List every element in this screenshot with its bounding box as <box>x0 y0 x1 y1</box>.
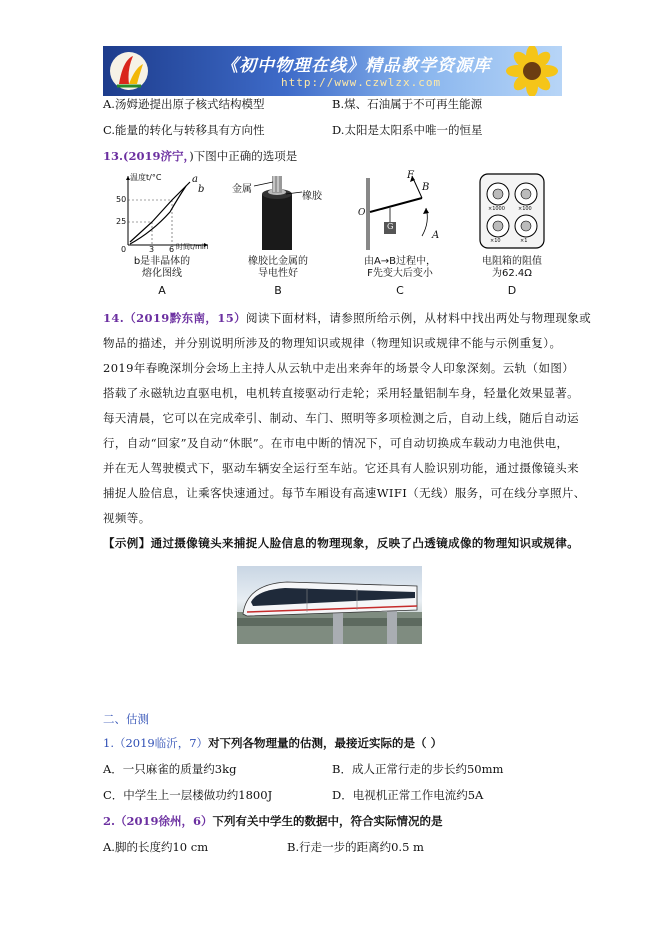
q12-option-c: C.能量的转化与转移具有方向性 <box>103 123 265 137</box>
q14-line-8: 视频等。 <box>103 511 151 525</box>
graph-tick-25: 25 <box>116 217 127 226</box>
label-g: G <box>387 222 394 231</box>
q1-option-a: A．一只麻雀的质量约3kg <box>103 762 237 776</box>
figure-a-caption-2: 熔化图线 <box>142 268 182 279</box>
q13-stem: )下图中正确的选项是 <box>189 149 298 163</box>
graph-xlabel: 时间t/min <box>176 243 209 251</box>
figure-c-letter: C <box>396 284 404 297</box>
label-o: O <box>358 208 366 218</box>
q2-source: 2.（2019徐州，6） <box>103 814 213 828</box>
q14-example-text: 通过摄像镜头来捕捉人脸信息的物理现象，反映了凸透镜成像的物理知识或规律。 <box>150 536 580 550</box>
q14-line-2: 2019年春晚深圳分会场上主持人从云轨中走出来奔年的场景令人印象深刻。云轨（如图） <box>103 361 575 375</box>
q14-line-1: 物品的描述，并分别说明所涉及的物理知识或规律（物理知识或规律不能与示例重复）。 <box>103 336 562 350</box>
logo-icon <box>109 50 149 92</box>
label-metal: 金属 <box>232 184 252 195</box>
q14-line-0 <box>103 306 592 331</box>
q14-line-6: 并在无人驾驶模式下，驱动车辆安全运行至车站。它还具有人脸识别功能，通过摄像镜头来 <box>103 461 579 475</box>
q1-stem: 对下列各物理量的估测，最接近实际的是（ ） <box>208 736 443 750</box>
figure-b-letter: B <box>274 284 282 297</box>
header-banner <box>103 46 562 96</box>
graph-tick-0: 0 <box>121 245 127 254</box>
label-a: A <box>432 230 440 241</box>
q14-example <box>103 531 580 556</box>
graph-tick-50: 50 <box>116 195 127 204</box>
figure-a <box>112 170 212 298</box>
graph-ylabel: 温度t/°C <box>130 173 162 182</box>
label-b: B <box>422 182 430 193</box>
figure-b-caption-2: 导电性好 <box>258 268 298 279</box>
q12-option-d: D.太阳是太阳系中唯一的恒星 <box>332 123 483 137</box>
q14-block <box>103 306 592 556</box>
section-heading: 二、估测 <box>103 712 149 726</box>
q14-line-7: 捕捉人脸信息，让乘客快速通过。每节车厢设有高速WIFI（无线）服务，可在线分享照片、 <box>103 486 586 500</box>
figure-d-letter: D <box>507 284 517 297</box>
monorail-train-image <box>237 566 422 644</box>
q14-line-0-text: 阅读下面材料，请参照所给示例，从材料中找出两处与物理现象或 <box>246 311 592 325</box>
q2-question <box>103 814 443 828</box>
q2-option-b: B.行走一步的距离约0.5 m <box>287 840 424 854</box>
q1-option-d: D．电视机正常工作电流约5A <box>332 788 484 802</box>
q14-line-5: 行，自动“回家”及自动“休眠”。在市电中断的情况下，可自动切换成车载动力电池供电， <box>103 436 569 450</box>
banner-url[interactable]: http://www.czwlzx.com <box>281 76 442 89</box>
banner-title: 《初中物理在线》精品教学资源库 <box>221 56 491 76</box>
figure-d-caption-2: 为62.4Ω <box>492 268 532 279</box>
q1-source: 1.（2019临沂，7） <box>103 736 209 750</box>
figure-d <box>462 170 562 298</box>
figure-b-caption-1: 橡胶比金属的 <box>248 256 308 267</box>
q13-source: 13.(2019济宁， <box>103 149 190 163</box>
q14-line-3: 搭载了永磁轨边直驱电机，电机转直接驱动行走轮；采用轻量铝制车身，轻量化效果显著。 <box>103 386 579 400</box>
label-f: F <box>407 170 414 181</box>
figure-a-letter: A <box>158 284 166 297</box>
q1-question <box>103 736 442 750</box>
q2-stem: 下列有关中学生的数据中，符合实际情况的是 <box>212 814 443 828</box>
dial-10: ×10 <box>490 238 501 244</box>
graph-tick-3: 3 <box>149 245 155 254</box>
label-rubber: 橡胶 <box>302 191 322 202</box>
figure-b <box>228 170 328 298</box>
figure-c-caption-2: F先变大后变小 <box>367 268 433 279</box>
figure-c-caption-1: 由A→B过程中， <box>363 256 437 267</box>
figure-d-caption-1: 电阻箱的阻值 <box>482 256 542 267</box>
sunflower-icon <box>498 46 560 96</box>
monorail-photo <box>237 566 422 644</box>
graph-label-b: b <box>198 184 205 195</box>
dial-1: ×1 <box>520 238 528 244</box>
q14-example-label: 【示例】 <box>103 536 151 550</box>
curve-a <box>130 182 190 242</box>
dial-1000: ×1000 <box>488 206 505 212</box>
graph-tick-6: 6 <box>169 245 175 254</box>
figure-c <box>350 170 450 298</box>
figure-a-caption-1: b是非晶体的 <box>133 256 191 267</box>
q12-option-a: A.汤姆逊提出原子核式结构模型 <box>103 97 265 111</box>
q1-option-b: B．成人正常行走的步长约50mm <box>332 762 504 776</box>
q2-option-a: A.脚的长度约10 cm <box>103 840 209 854</box>
q12-option-b: B.煤、石油属于不可再生能源 <box>332 97 483 111</box>
graph-label-a: a <box>192 174 198 185</box>
dial-100: ×100 <box>518 206 532 212</box>
q14-line-4: 每天清晨，它可以在完成牵引、制动、车门、照明等多项检测之后，自动上线，随后自动运 <box>103 411 579 425</box>
q13-question <box>103 149 297 163</box>
q14-source: 14.（2019黔东南，15） <box>103 311 247 325</box>
q1-option-c: C．中学生上一层楼做功约1800J <box>103 788 273 802</box>
resistance-box <box>462 170 562 250</box>
